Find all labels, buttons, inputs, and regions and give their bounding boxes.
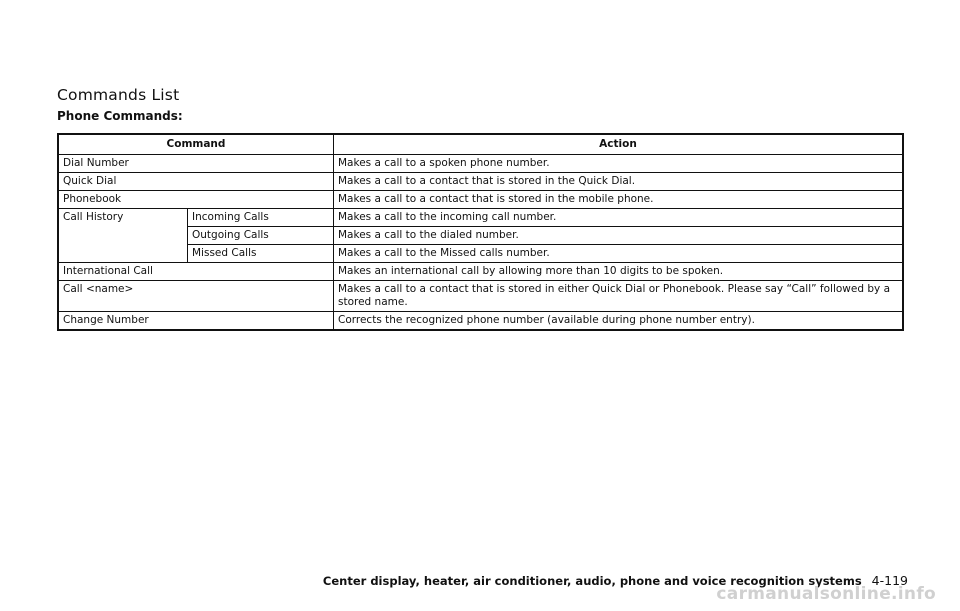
action-cell: Makes a call to a spoken phone number. [334, 155, 904, 173]
table-row [58, 281, 903, 312]
action-cell: Makes a call to the Missed calls number. [334, 245, 904, 263]
action-cell: Makes a call to the incoming call number. [334, 209, 904, 227]
table-row [58, 263, 903, 281]
table-row [58, 155, 903, 173]
command-cell: Call <name> [58, 281, 334, 312]
table-row [58, 191, 903, 209]
command-cell: Phonebook [58, 191, 334, 209]
command-cell: Quick Dial [58, 173, 334, 191]
table-row [58, 173, 903, 191]
action-cell: Makes a call to the dialed number. [334, 227, 904, 245]
action-cell: Makes a call to a contact that is stored in the Quick Dial. [334, 173, 904, 191]
action-cell: Makes an international call by allowing more than 10 digits to be spoken. [334, 263, 904, 281]
phone-commands-table [57, 133, 904, 331]
action-cell: Corrects the recognized phone number (available during phone number entry). [334, 312, 904, 331]
table-row [58, 209, 903, 227]
command-cell: International Call [58, 263, 334, 281]
action-cell: Makes a call to a contact that is stored in the mobile phone. [334, 191, 904, 209]
table-header-row [58, 134, 903, 155]
subcommand-cell: Missed Calls [188, 245, 334, 263]
action-column-header: Action [334, 134, 904, 155]
watermark: carmanualsonline.info [716, 584, 936, 604]
command-cell: Change Number [58, 312, 334, 331]
subcommand-cell: Incoming Calls [188, 209, 334, 227]
command-cell: Dial Number [58, 155, 334, 173]
command-column-header: Command [58, 134, 334, 155]
section-title: Commands List [57, 86, 180, 104]
table-row [58, 312, 903, 331]
sub-title: Phone Commands: [57, 109, 183, 123]
action-cell: Makes a call to a contact that is stored in either Quick Dial or Phonebook. Please say “Call” followed by a stored name. [334, 281, 904, 312]
page-number: 4-119 [871, 573, 908, 588]
chapter-title: Center display, heater, air conditioner, audio, phone and voice recognition systems [322, 574, 862, 588]
subcommand-cell: Outgoing Calls [188, 227, 334, 245]
command-cell: Call History [58, 209, 188, 263]
